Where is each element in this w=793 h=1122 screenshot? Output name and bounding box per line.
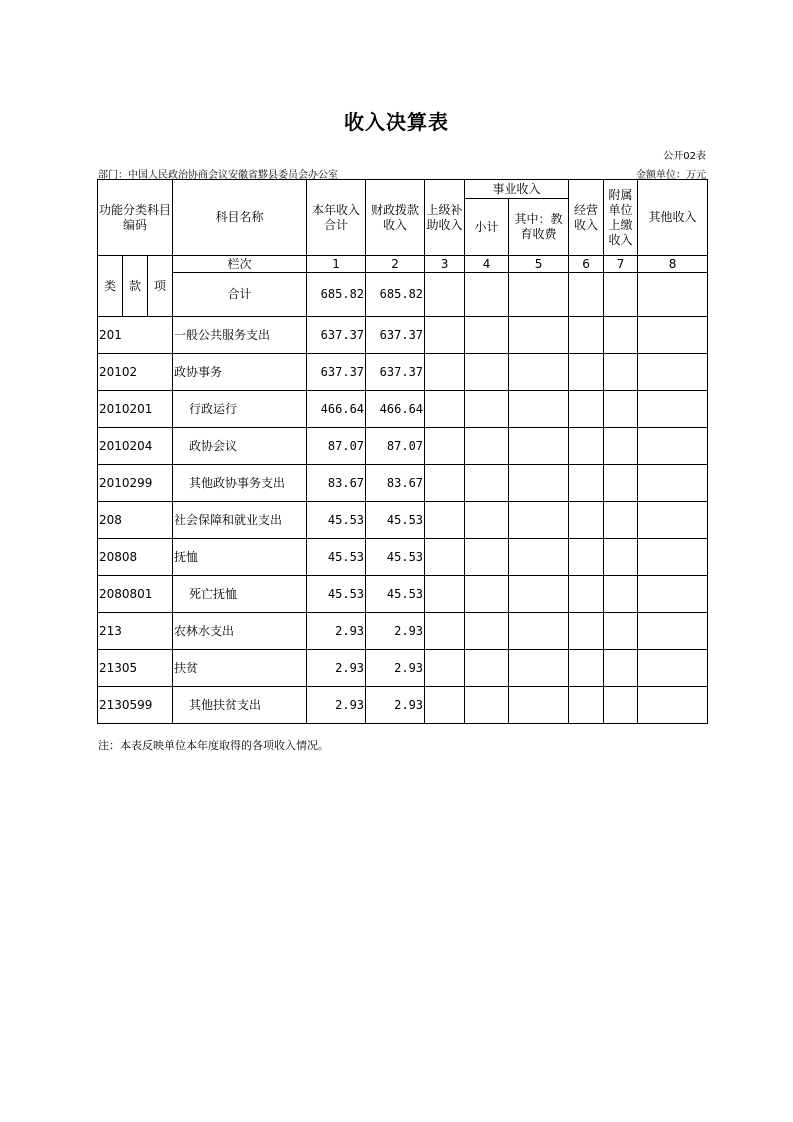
header-kuan: 款 — [123, 256, 148, 317]
empty-cell — [465, 354, 509, 391]
row-code: 20102 — [98, 354, 173, 391]
empty-cell — [638, 354, 708, 391]
empty-cell — [638, 539, 708, 576]
empty-cell — [569, 502, 604, 539]
empty-cell — [569, 576, 604, 613]
row-subject-name: 一般公共服务支出 — [173, 317, 307, 354]
empty-cell — [509, 428, 569, 465]
row-subject-name: 抚恤 — [173, 539, 307, 576]
empty-cell — [425, 539, 465, 576]
empty-cell — [465, 317, 509, 354]
row-total-income: 45.53 — [307, 502, 366, 539]
row-code: 2080801 — [98, 576, 173, 613]
income-table — [97, 179, 708, 724]
row-subject-name: 政协事务 — [173, 354, 307, 391]
empty-cell — [569, 539, 604, 576]
row-code: 2010204 — [98, 428, 173, 465]
empty-cell — [465, 428, 509, 465]
header-superior-subsidy: 上级补助收入 — [425, 180, 465, 256]
row-fiscal: 87.07 — [366, 428, 425, 465]
empty-cell — [569, 354, 604, 391]
empty-cell — [425, 354, 465, 391]
empty-cell — [604, 576, 638, 613]
empty-cell — [465, 502, 509, 539]
empty-cell — [638, 613, 708, 650]
row-fiscal: 45.53 — [366, 502, 425, 539]
empty-cell — [569, 613, 604, 650]
header-fiscal: 财政拨款收入 — [366, 180, 425, 256]
row-subject-name: 农林水支出 — [173, 613, 307, 650]
empty-cell — [509, 465, 569, 502]
empty-cell — [465, 687, 509, 724]
empty-cell — [569, 687, 604, 724]
empty-cell — [638, 391, 708, 428]
empty-cell — [569, 391, 604, 428]
empty-cell — [604, 539, 638, 576]
empty-cell — [569, 428, 604, 465]
row-code: 2010201 — [98, 391, 173, 428]
row-fiscal: 2.93 — [366, 613, 425, 650]
row-fiscal: 2.93 — [366, 687, 425, 724]
empty-cell — [604, 613, 638, 650]
table-row — [98, 502, 708, 539]
row-fiscal: 466.64 — [366, 391, 425, 428]
row-subject-name: 其他政协事务支出 — [173, 465, 307, 502]
empty-cell — [509, 354, 569, 391]
column-label: 栏次 — [173, 256, 307, 273]
column-number: 5 — [509, 256, 569, 273]
empty-cell — [638, 650, 708, 687]
row-total-income: 45.53 — [307, 539, 366, 576]
empty-cell — [638, 687, 708, 724]
empty-cell — [604, 502, 638, 539]
row-total-income: 2.93 — [307, 687, 366, 724]
column-number: 2 — [366, 256, 425, 273]
empty-cell — [465, 465, 509, 502]
row-subject-name: 政协会议 — [173, 428, 307, 465]
row-subject-name: 死亡抚恤 — [173, 576, 307, 613]
row-total-income: 637.37 — [307, 317, 366, 354]
empty-cell — [638, 317, 708, 354]
empty-cell — [425, 502, 465, 539]
header-func-code: 功能分类科目编码 — [98, 180, 173, 256]
header-xiang: 项 — [148, 256, 173, 317]
table-row — [98, 465, 708, 502]
empty-cell — [425, 428, 465, 465]
empty-cell — [569, 650, 604, 687]
empty-cell — [425, 650, 465, 687]
row-total-income: 87.07 — [307, 428, 366, 465]
header-affiliated: 附属单位上缴收入 — [604, 180, 638, 256]
empty-cell — [604, 317, 638, 354]
empty-cell — [604, 354, 638, 391]
empty-cell — [638, 428, 708, 465]
empty-cell — [425, 576, 465, 613]
row-fiscal: 637.37 — [366, 354, 425, 391]
column-number: 6 — [569, 256, 604, 273]
row-total-income: 45.53 — [307, 576, 366, 613]
form-number: 公开02表 — [663, 151, 706, 162]
table-row — [98, 428, 708, 465]
empty-cell — [638, 465, 708, 502]
total-fiscal-value: 685.82 — [366, 273, 425, 317]
column-number: 1 — [307, 256, 366, 273]
empty-cell — [604, 687, 638, 724]
table-row — [98, 650, 708, 687]
header-subtotal: 小计 — [465, 199, 509, 256]
row-fiscal: 83.67 — [366, 465, 425, 502]
empty-cell — [604, 391, 638, 428]
column-number: 7 — [604, 256, 638, 273]
empty-cell — [425, 391, 465, 428]
empty-cell — [638, 502, 708, 539]
row-code: 201 — [98, 317, 173, 354]
row-total-income: 2.93 — [307, 613, 366, 650]
header-lei: 类 — [98, 256, 123, 317]
total-income-value: 685.82 — [307, 273, 366, 317]
empty-cell — [509, 650, 569, 687]
header-operating: 经营收入 — [569, 180, 604, 256]
total-label: 合计 — [173, 273, 307, 317]
empty-cell — [569, 317, 604, 354]
row-subject-name: 其他扶贫支出 — [173, 687, 307, 724]
empty-cell — [465, 576, 509, 613]
page-title: 收入决算表 — [344, 110, 449, 134]
row-subject-name: 社会保障和就业支出 — [173, 502, 307, 539]
row-code: 21305 — [98, 650, 173, 687]
empty-cell — [465, 539, 509, 576]
row-total-income: 637.37 — [307, 354, 366, 391]
unit-label: 金额单位：万元 — [636, 170, 706, 181]
table-row — [98, 539, 708, 576]
empty-cell — [638, 576, 708, 613]
row-total-income: 83.67 — [307, 465, 366, 502]
header-other: 其他收入 — [638, 180, 708, 256]
row-total-income: 466.64 — [307, 391, 366, 428]
row-fiscal: 45.53 — [366, 539, 425, 576]
row-total-income: 2.93 — [307, 650, 366, 687]
row-fiscal: 45.53 — [366, 576, 425, 613]
table-row — [98, 687, 708, 724]
empty-cell — [509, 613, 569, 650]
row-code: 208 — [98, 502, 173, 539]
empty-cell — [509, 502, 569, 539]
empty-cell — [604, 465, 638, 502]
empty-cell — [509, 687, 569, 724]
header-total-income: 本年收入合计 — [307, 180, 366, 256]
empty-cell — [425, 687, 465, 724]
row-subject-name: 扶贫 — [173, 650, 307, 687]
column-number: 4 — [465, 256, 509, 273]
column-number: 3 — [425, 256, 465, 273]
empty-cell — [569, 465, 604, 502]
table-row — [98, 391, 708, 428]
table-row — [98, 613, 708, 650]
empty-cell — [465, 391, 509, 428]
empty-cell — [509, 317, 569, 354]
row-code: 2010299 — [98, 465, 173, 502]
department-label: 部门：中国人民政治协商会议安徽省黟县委员会办公室 — [98, 170, 338, 181]
empty-cell — [425, 465, 465, 502]
column-number: 8 — [638, 256, 708, 273]
footnote: 注：本表反映单位本年度取得的各项收入情况。 — [98, 739, 329, 752]
row-code: 20808 — [98, 539, 173, 576]
row-code: 2130599 — [98, 687, 173, 724]
table-row — [98, 317, 708, 354]
table-row — [98, 354, 708, 391]
header-education-fee: 其中：教育收费 — [509, 199, 569, 256]
row-fiscal: 2.93 — [366, 650, 425, 687]
table-row — [98, 576, 708, 613]
empty-cell — [465, 650, 509, 687]
header-subject-name: 科目名称 — [173, 180, 307, 256]
header-business-income: 事业收入 — [465, 180, 569, 199]
empty-cell — [509, 391, 569, 428]
empty-cell — [425, 613, 465, 650]
empty-cell — [509, 539, 569, 576]
empty-cell — [604, 428, 638, 465]
empty-cell — [425, 317, 465, 354]
row-code: 213 — [98, 613, 173, 650]
empty-cell — [465, 613, 509, 650]
empty-cell — [604, 650, 638, 687]
row-fiscal: 637.37 — [366, 317, 425, 354]
row-subject-name: 行政运行 — [173, 391, 307, 428]
empty-cell — [509, 576, 569, 613]
